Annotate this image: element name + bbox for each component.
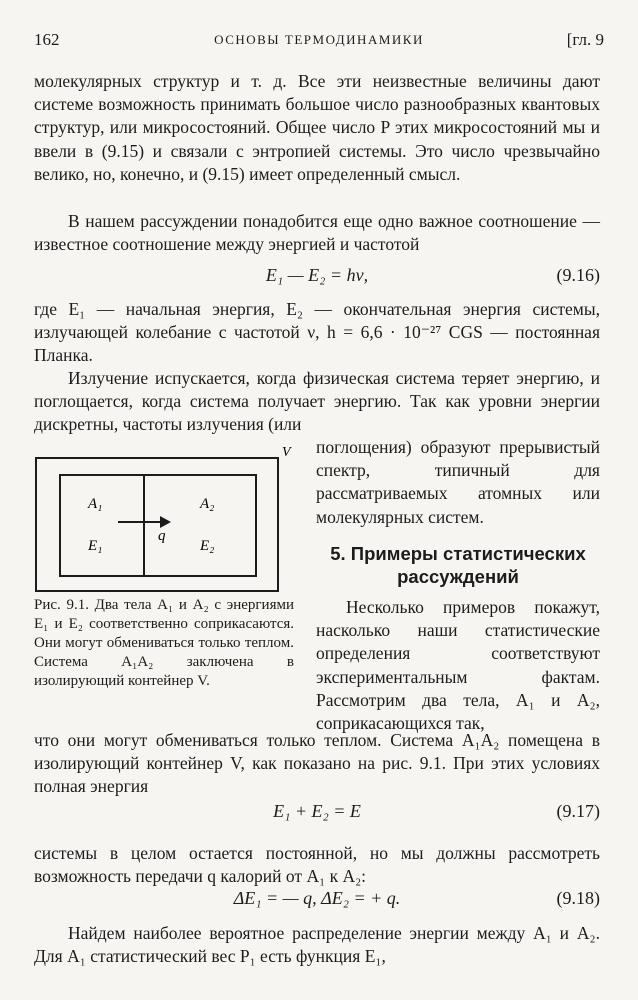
section-title: 5. Примеры статистических рассуждений <box>330 543 586 587</box>
body1-energy: E₁ <box>88 538 103 554</box>
paragraph-1: молекулярных структур и т. д. Все эти неизвестные величины дают системе возможность принимать большое число разнообразных квантовых структур, или микросостояний. Общее число P этих микросостояний мы и ввели в (9.15) и связали с энтропией системы. Это число чрезвычайно велико, но, конечно, и (9.15) имеет определенный смысл. <box>34 71 600 184</box>
paragraph-7: Найдем наиболее вероятное распределение энергии между A₁ и A₂. Для A₁ статистический вес P₁ есть функция E₁, <box>34 923 600 967</box>
chapter-marker: [гл. 9 <box>566 30 604 49</box>
running-title: ОСНОВЫ ТЕРМОДИНАМИКИ <box>214 32 424 47</box>
equation-9-16 <box>34 265 600 291</box>
paragraph-3: где E₁ — начальная энергия, E₂ — окончательная энергия системы, излучающей колебание с частотой ν, h = 6,6 · 10⁻²⁷ CGS — постоянная Планка. <box>34 299 600 366</box>
body2-label: A₂ <box>200 496 215 512</box>
equation-number: (9.17) <box>556 801 600 821</box>
container-label: V <box>282 446 291 460</box>
figure-caption: Рис. 9.1. Два тела A₁ и A₂ с энергиями E₁ и E₂ соответственно соприкасаются. Они могут обмениваться только теплом. Система A₁A₂ заключена в изолирующий контейнер V. <box>34 597 294 689</box>
page-header <box>34 30 604 56</box>
equation-number: (9.16) <box>556 265 600 285</box>
body1-label: A₁ <box>88 496 103 512</box>
paragraph-6: системы в целом остается постоянной, но мы должны рассмотреть возможность передачи q калорий от A₁ к A₂: <box>34 843 600 887</box>
paragraph-5-side: Несколько примеров покажут, насколько наши статистические определения соответствуют экспериментальным фактам. Рассмотрим два тела, A₁ и A₂, соприкасающихся так, <box>316 597 600 734</box>
body2-energy: E₂ <box>200 538 215 554</box>
paragraph-4: Излучение испускается, когда физическая система теряет энергию, и поглощается, когда система получает энергию. Так как уровни энергии дискретны, частоты излучения (или <box>34 368 600 435</box>
equation-9-18 <box>34 888 600 914</box>
figure-9-1 <box>34 446 296 594</box>
equation-formula: ΔE₁ = — q, ΔE₂ = + q. <box>233 888 401 908</box>
equation-9-17 <box>34 801 600 827</box>
bodies-outline <box>60 475 256 576</box>
heat-label: q <box>158 528 166 544</box>
container-outline <box>36 458 278 591</box>
equation-number: (9.18) <box>556 888 600 908</box>
paragraph-5: что они могут обмениваться только теплом. Система A₁A₂ помещена в изолирующий контейнер V, как показано на рис. 9.1. При этих условиях полная энергия <box>34 730 600 797</box>
equation-formula: E₁ + E₂ = E <box>273 801 361 821</box>
page-number: 162 <box>34 30 60 49</box>
paragraph-2: В нашем рассуждении понадобится еще одно важное соотношение — известное соотношение между энергией и частотой <box>34 211 600 255</box>
heat-arrow-head <box>160 516 171 528</box>
paragraph-4-continued: поглощения) образуют прерывистый спектр, типичный для рассматриваемых атомных или молекулярных систем. <box>316 437 600 527</box>
equation-formula: E₁ — E₂ = hν, <box>265 265 369 285</box>
